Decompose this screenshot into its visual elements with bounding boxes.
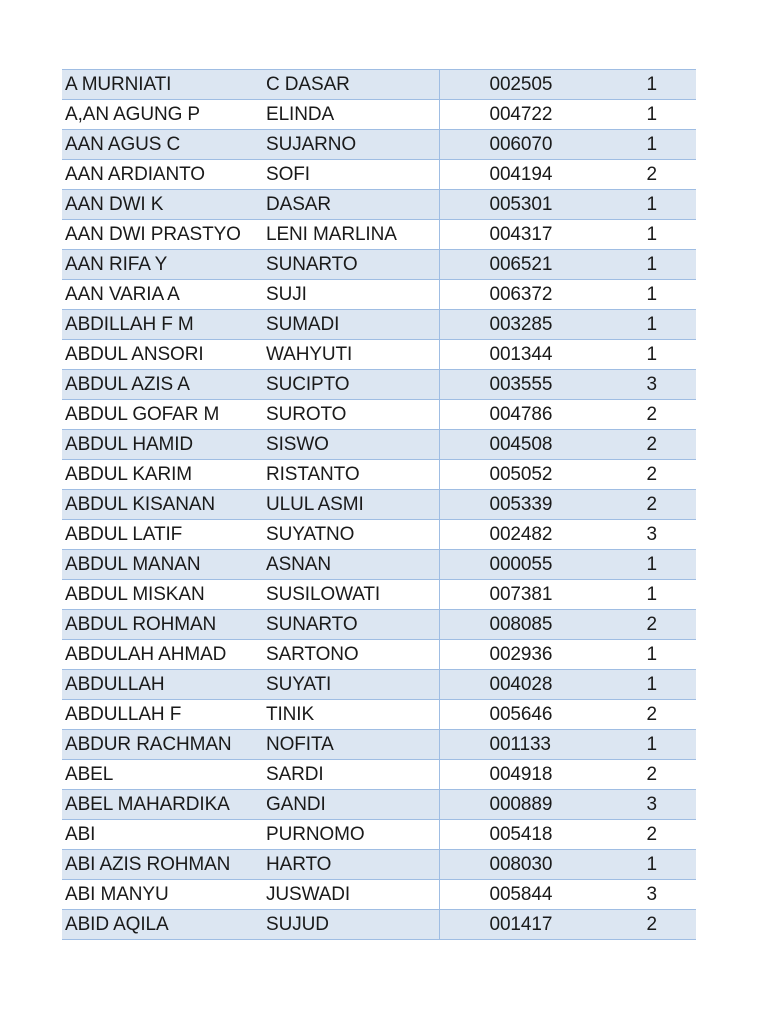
name-cell: ABID AQILA: [62, 910, 262, 940]
parent-name-cell: DASAR: [262, 190, 439, 220]
name-cell: ABDULAH AHMAD: [62, 640, 262, 670]
name-cell: ABDULLAH F: [62, 700, 262, 730]
table-row: [62, 490, 696, 520]
table-row: [62, 910, 696, 940]
code-cell: 004918: [439, 760, 601, 790]
name-cell: ABEL MAHARDIKA: [62, 790, 262, 820]
parent-name-cell: SUSILOWATI: [262, 580, 439, 610]
parent-name-cell: RISTANTO: [262, 460, 439, 490]
name-cell: ABDUL KISANAN: [62, 490, 262, 520]
parent-name-cell: SUYATNO: [262, 520, 439, 550]
parent-name-cell: SUROTO: [262, 400, 439, 430]
table-row: [62, 460, 696, 490]
table-row: [62, 520, 696, 550]
code-cell: 005844: [439, 880, 601, 910]
number-cell: 1: [601, 130, 696, 160]
parent-name-cell: SUYATI: [262, 670, 439, 700]
number-cell: 2: [601, 400, 696, 430]
code-cell: 001133: [439, 730, 601, 760]
parent-name-cell: PURNOMO: [262, 820, 439, 850]
table-row: [62, 760, 696, 790]
table-row: [62, 340, 696, 370]
parent-name-cell: SOFI: [262, 160, 439, 190]
table-row: [62, 220, 696, 250]
name-cell: ABDUL AZIS A: [62, 370, 262, 400]
code-cell: 005052: [439, 460, 601, 490]
number-cell: 1: [601, 310, 696, 340]
name-cell: ABDUR RACHMAN: [62, 730, 262, 760]
name-cell: AAN DWI K: [62, 190, 262, 220]
number-cell: 1: [601, 100, 696, 130]
number-cell: 1: [601, 70, 696, 100]
name-cell: A,AN AGUNG P: [62, 100, 262, 130]
code-cell: 002936: [439, 640, 601, 670]
name-cell: ABDUL ROHMAN: [62, 610, 262, 640]
name-cell: ABDUL ANSORI: [62, 340, 262, 370]
name-cell: AAN RIFA Y: [62, 250, 262, 280]
code-cell: 004317: [439, 220, 601, 250]
number-cell: 2: [601, 700, 696, 730]
name-cell: ABI AZIS ROHMAN: [62, 850, 262, 880]
number-cell: 1: [601, 280, 696, 310]
parent-name-cell: NOFITA: [262, 730, 439, 760]
code-cell: 006372: [439, 280, 601, 310]
number-cell: 2: [601, 160, 696, 190]
code-cell: 002482: [439, 520, 601, 550]
number-cell: 1: [601, 580, 696, 610]
number-cell: 2: [601, 610, 696, 640]
parent-name-cell: GANDI: [262, 790, 439, 820]
number-cell: 1: [601, 670, 696, 700]
number-cell: 3: [601, 370, 696, 400]
name-cell: ABDUL KARIM: [62, 460, 262, 490]
parent-name-cell: SUNARTO: [262, 610, 439, 640]
table-row: [62, 160, 696, 190]
table-row: [62, 370, 696, 400]
parent-name-cell: JUSWADI: [262, 880, 439, 910]
table-row: [62, 700, 696, 730]
code-cell: 001344: [439, 340, 601, 370]
table-row: [62, 100, 696, 130]
name-cell: AAN ARDIANTO: [62, 160, 262, 190]
table-row: [62, 850, 696, 880]
table-body: [62, 70, 696, 940]
parent-name-cell: C DASAR: [262, 70, 439, 100]
table-row: [62, 190, 696, 220]
number-cell: 3: [601, 880, 696, 910]
code-cell: 004194: [439, 160, 601, 190]
code-cell: 004508: [439, 430, 601, 460]
number-cell: 2: [601, 760, 696, 790]
code-cell: 007381: [439, 580, 601, 610]
code-cell: 005301: [439, 190, 601, 220]
table-row: [62, 610, 696, 640]
table-row: [62, 880, 696, 910]
number-cell: 1: [601, 190, 696, 220]
code-cell: 000055: [439, 550, 601, 580]
number-cell: 2: [601, 430, 696, 460]
number-cell: 2: [601, 820, 696, 850]
table-row: [62, 820, 696, 850]
name-cell: ABEL: [62, 760, 262, 790]
name-cell: ABDUL LATIF: [62, 520, 262, 550]
table-row: [62, 670, 696, 700]
parent-name-cell: SUMADI: [262, 310, 439, 340]
parent-name-cell: ASNAN: [262, 550, 439, 580]
number-cell: 1: [601, 730, 696, 760]
number-cell: 2: [601, 460, 696, 490]
name-cell: AAN AGUS C: [62, 130, 262, 160]
code-cell: 003555: [439, 370, 601, 400]
parent-name-cell: SUJI: [262, 280, 439, 310]
parent-name-cell: ULUL ASMI: [262, 490, 439, 520]
parent-name-cell: WAHYUTI: [262, 340, 439, 370]
number-cell: 2: [601, 490, 696, 520]
parent-name-cell: SUCIPTO: [262, 370, 439, 400]
parent-name-cell: SISWO: [262, 430, 439, 460]
table-row: [62, 280, 696, 310]
table-row: [62, 70, 696, 100]
number-cell: 1: [601, 340, 696, 370]
parent-name-cell: ELINDA: [262, 100, 439, 130]
code-cell: 005339: [439, 490, 601, 520]
code-cell: 002505: [439, 70, 601, 100]
name-cell: ABDUL HAMID: [62, 430, 262, 460]
table-row: [62, 250, 696, 280]
table-row: [62, 400, 696, 430]
number-cell: 2: [601, 910, 696, 940]
parent-name-cell: LENI MARLINA: [262, 220, 439, 250]
code-cell: 001417: [439, 910, 601, 940]
table-row: [62, 130, 696, 160]
name-cell: ABDUL MANAN: [62, 550, 262, 580]
name-cell: AAN VARIA A: [62, 280, 262, 310]
number-cell: 3: [601, 520, 696, 550]
name-cell: ABI: [62, 820, 262, 850]
table-row: [62, 640, 696, 670]
number-cell: 1: [601, 850, 696, 880]
parent-name-cell: SARDI: [262, 760, 439, 790]
code-cell: 006521: [439, 250, 601, 280]
parent-name-cell: SUNARTO: [262, 250, 439, 280]
table-row: [62, 580, 696, 610]
table-row: [62, 730, 696, 760]
parent-name-cell: TINIK: [262, 700, 439, 730]
name-cell: ABDULLAH: [62, 670, 262, 700]
code-cell: 006070: [439, 130, 601, 160]
number-cell: 1: [601, 550, 696, 580]
code-cell: 005646: [439, 700, 601, 730]
code-cell: 008030: [439, 850, 601, 880]
table-row: [62, 550, 696, 580]
number-cell: 1: [601, 220, 696, 250]
table-row: [62, 430, 696, 460]
name-cell: ABDILLAH F M: [62, 310, 262, 340]
code-cell: 008085: [439, 610, 601, 640]
table-row: [62, 790, 696, 820]
code-cell: 004786: [439, 400, 601, 430]
code-cell: 004028: [439, 670, 601, 700]
parent-name-cell: HARTO: [262, 850, 439, 880]
number-cell: 1: [601, 250, 696, 280]
code-cell: 004722: [439, 100, 601, 130]
name-cell: AAN DWI PRASTYO: [62, 220, 262, 250]
code-cell: 000889: [439, 790, 601, 820]
table-row: [62, 310, 696, 340]
parent-name-cell: SARTONO: [262, 640, 439, 670]
code-cell: 005418: [439, 820, 601, 850]
number-cell: 3: [601, 790, 696, 820]
data-table: [62, 69, 696, 940]
name-cell: ABDUL MISKAN: [62, 580, 262, 610]
code-cell: 003285: [439, 310, 601, 340]
name-cell: A MURNIATI: [62, 70, 262, 100]
name-cell: ABI MANYU: [62, 880, 262, 910]
name-cell: ABDUL GOFAR M: [62, 400, 262, 430]
number-cell: 1: [601, 640, 696, 670]
parent-name-cell: SUJUD: [262, 910, 439, 940]
parent-name-cell: SUJARNO: [262, 130, 439, 160]
